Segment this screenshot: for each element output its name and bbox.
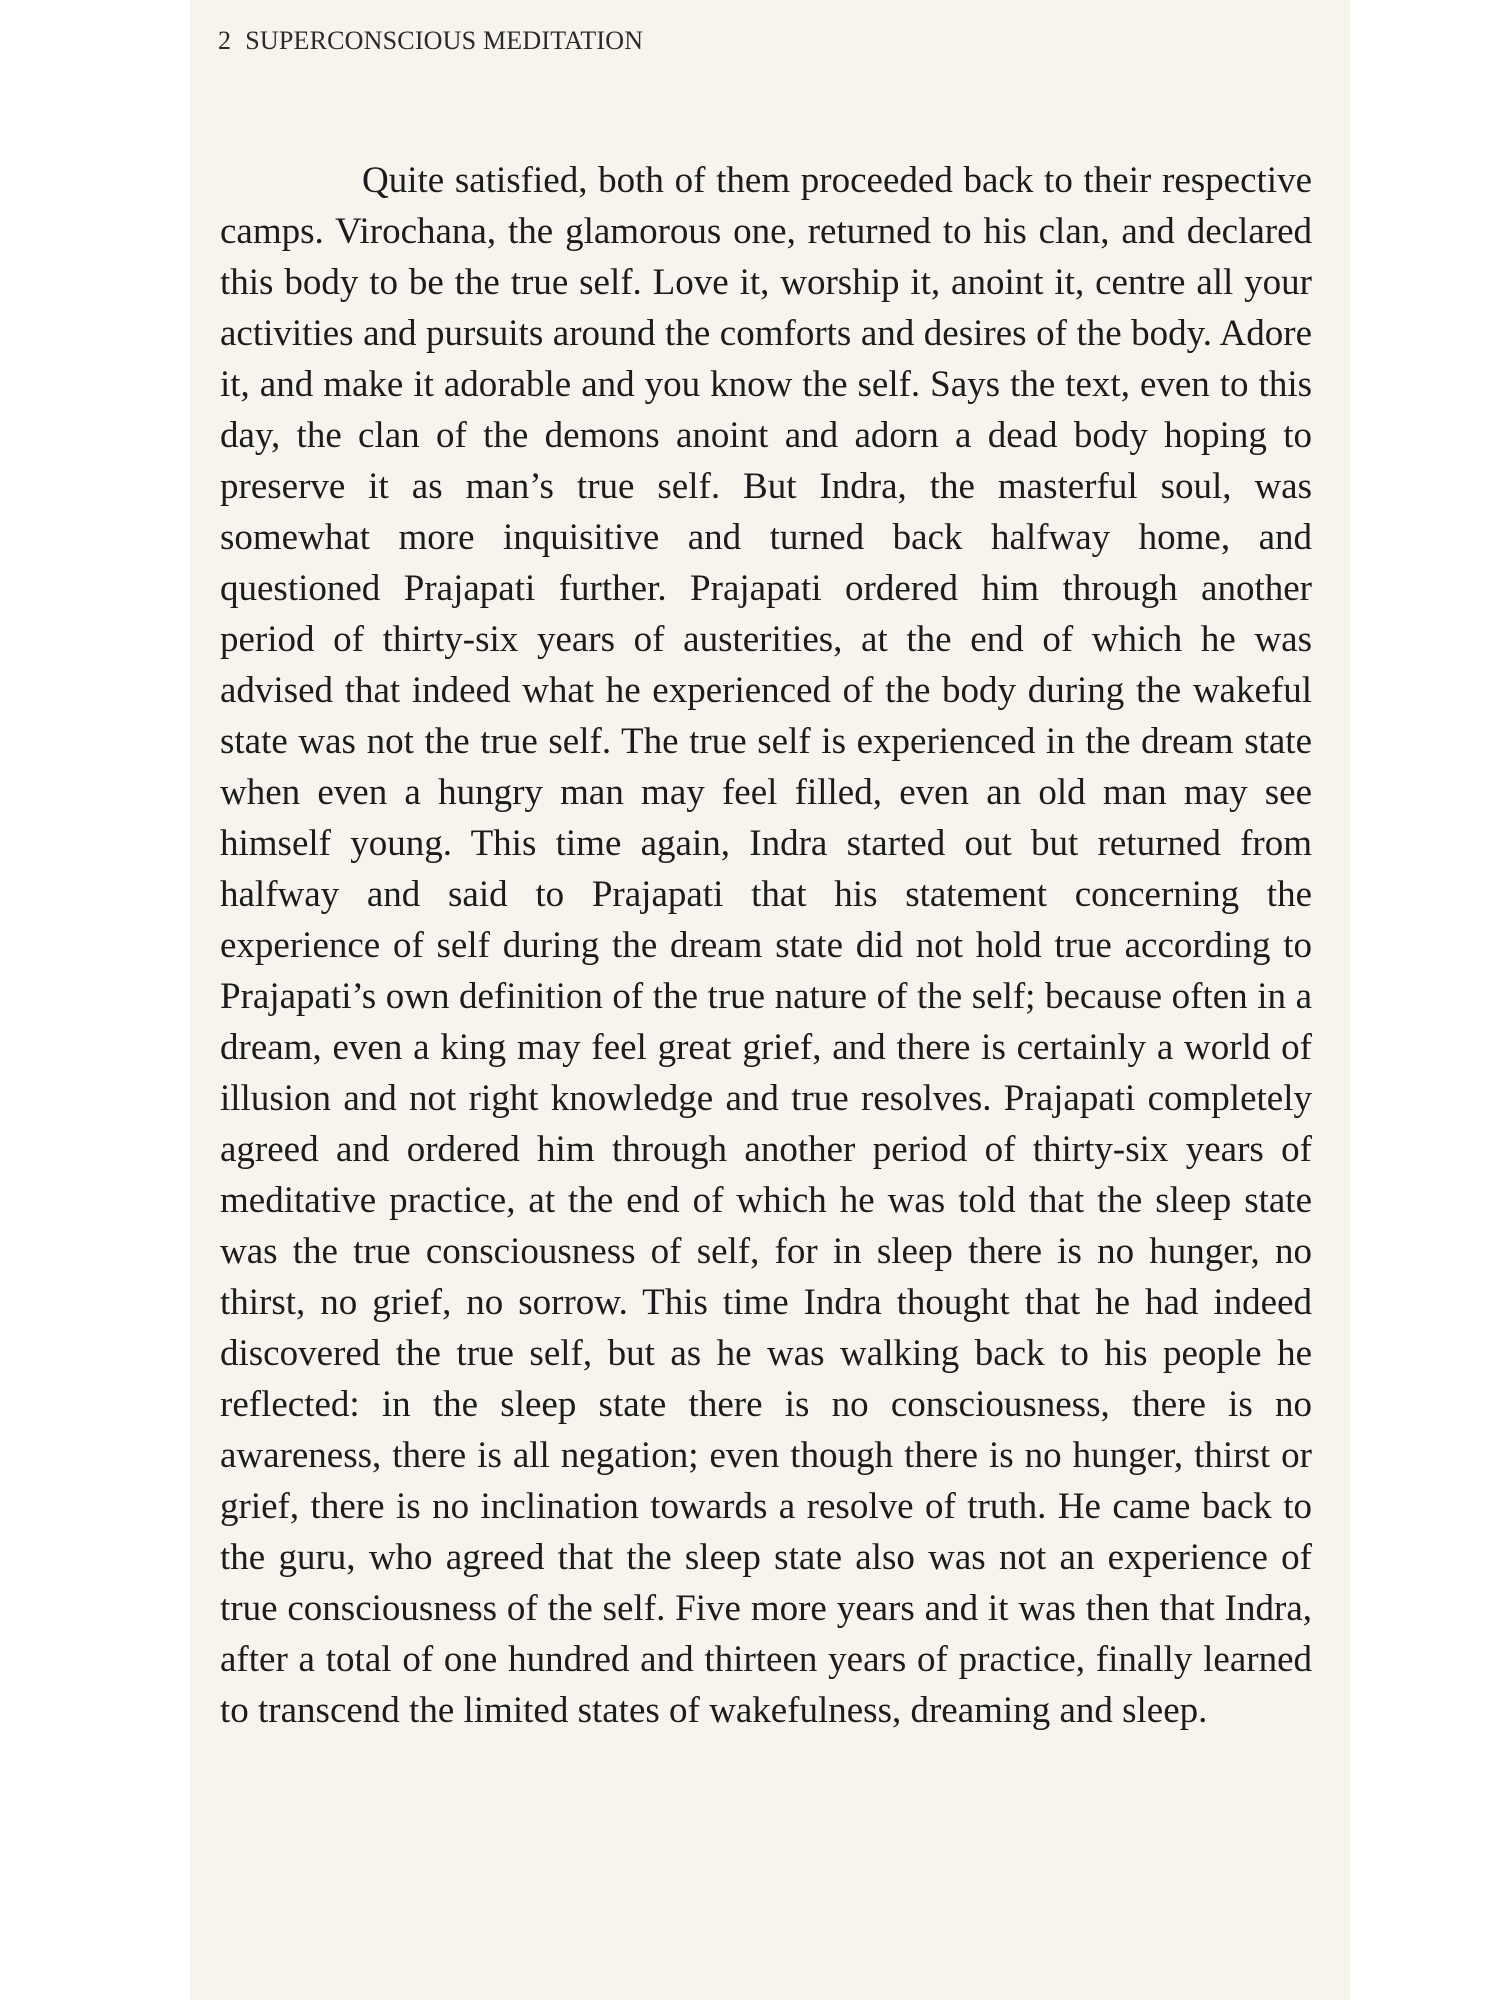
running-title: SUPERCONSCIOUS MEDITATION — [245, 26, 644, 55]
page-number: 2 — [218, 26, 232, 55]
body-paragraph: Quite satisfied, both of them proceeded back to their respective camps. Virochana, the glamorous one, returned to his clan, and declared this body to be the true self. Love it, worship it, anoint it, centre all your activities and pursuits around the comforts and desires of the body. Adore it, and make it adorable and you know the self. Says the text, even to this day, the clan of the demons anoint and adorn a dead body hoping to preserve it as man’s true self. But Indra, the masterful soul, was somewhat more inquisitive and turned back halfway home, and questioned Prajapati further. Prajapati ordered him through another period of thirty-six years of austerities, at the end of which he was advised that indeed what he experienced of the body during the wakeful state was not the true self. The true self is experienced in the dream state when even a hungry man may feel filled, even an old man may see himself young. This time again, Indra started out but returned from halfway and said to Prajapati that his statement concerning the experience of self during the dream state did not hold true according to Prajapati’s own definition of the true nature of the self; because often in a dream, even a king may feel great grief, and there is certainly a world of illusion and not right knowledge and true resolves. Prajapati completely agreed and ordered him through another period of thirty-six years of meditative practice, at the end of which he was told that the sleep state was the true consciousness of self, for in sleep there is no hunger, no thirst, no grief, no sorrow. This time Indra thought that he had indeed discovered the true self, but as he was walking back to his people he reflected: in the sleep state there is no consciousness, there is no awareness, there is all negation; even though there is no hunger, thirst or grief, there is no inclination towards a resolve of truth. He came back to the guru, who agreed that the sleep state also was not an experience of true consciousness of the self. Five more years and it was then that Indra, after a total of one hundred and thirteen years of practice, finally learned to transcend the limited states of wakefulness, dreaming and sleep. — [220, 160, 1312, 1731]
running-header — [218, 26, 643, 56]
